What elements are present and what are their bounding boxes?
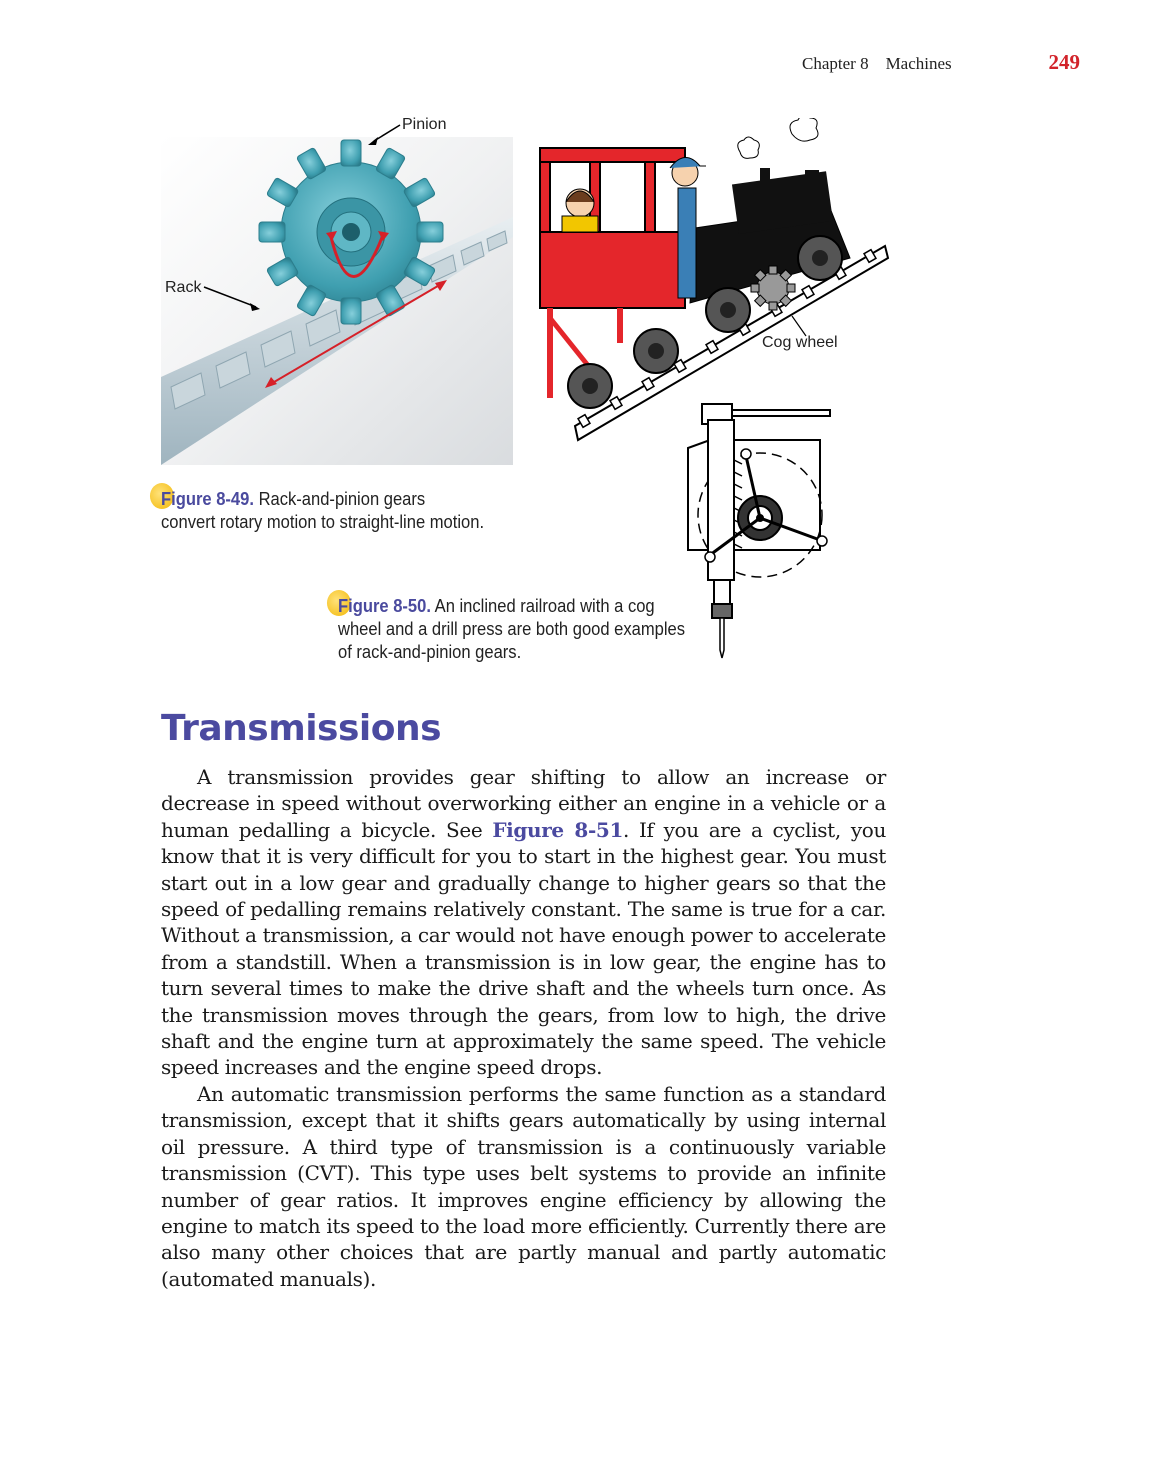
caption-text: Rack-and-pinion gears bbox=[258, 489, 426, 509]
figure-reference-link[interactable]: Figure 8-51 bbox=[492, 817, 624, 842]
figure-number: Figure 8-49. bbox=[161, 489, 254, 509]
caption-text: An inclined railroad with a cog bbox=[434, 596, 655, 616]
figure-8-49-leaders bbox=[190, 115, 410, 315]
pinion-label: Pinion bbox=[402, 116, 447, 133]
caption-text: wheel and a drill press are both good examples bbox=[338, 619, 686, 639]
cog-railway-illustration bbox=[530, 118, 900, 448]
caption-text: convert rotary motion to straight-line motion. bbox=[161, 512, 485, 532]
figure-8-50-caption bbox=[338, 595, 685, 664]
page-number: 249 bbox=[1048, 50, 1080, 74]
body-text bbox=[161, 764, 886, 1292]
paragraph-text: A transmission provides gear shifting to allow an increase or decrease in speed without overworking either an engine in a vehicle or a human pedalling a bicycle. See bbox=[161, 765, 886, 842]
cog-wheel-gear bbox=[751, 266, 795, 310]
smoke-puffs bbox=[738, 118, 818, 158]
section-heading: Transmissions bbox=[161, 708, 442, 749]
figure-8-49-caption bbox=[161, 488, 484, 534]
figure-number: Figure 8-50. bbox=[338, 596, 431, 616]
chapter-title: Chapter 8 Machines bbox=[802, 54, 952, 73]
rack-label: Rack bbox=[165, 279, 202, 296]
paragraph: An automatic transmission performs the same function as a standard transmission, except that it shifts gears automatically by using internal oil pressure. A third type of transmission is a continuously variable transmission (CVT). This type uses belt systems to provide an infinite number of gear ratios. It improves engine efficiency by allowing the engine to match its speed to the load more efficiently. Currently there are also many other choices that are partly manual and partly automatic (automated manuals). bbox=[161, 1081, 886, 1291]
drill-press-illustration bbox=[680, 400, 840, 662]
cog-wheel-label: Cog wheel bbox=[762, 334, 838, 351]
caption-text: of rack-and-pinion gears. bbox=[338, 642, 522, 662]
paragraph bbox=[161, 764, 886, 1081]
paragraph-text: . If you are a cyclist, you know that it is very difficult for you to start in the highest gear. You must start out in a low gear and gradually change to higher gears so that the speed of pedalling remains relatively constant. The same is true for a car. Without a transmission, a car would not have enough power to accelerate from a standstill. When a transmission is in low gear, the engine has to turn several times to make the drive shaft and the wheels turn once. As the transmission moves through the gears, from low to high, the drive shaft and the engine turn at approximately the same speed. The vehicle speed increases and the engine speed drops. bbox=[161, 817, 886, 1080]
